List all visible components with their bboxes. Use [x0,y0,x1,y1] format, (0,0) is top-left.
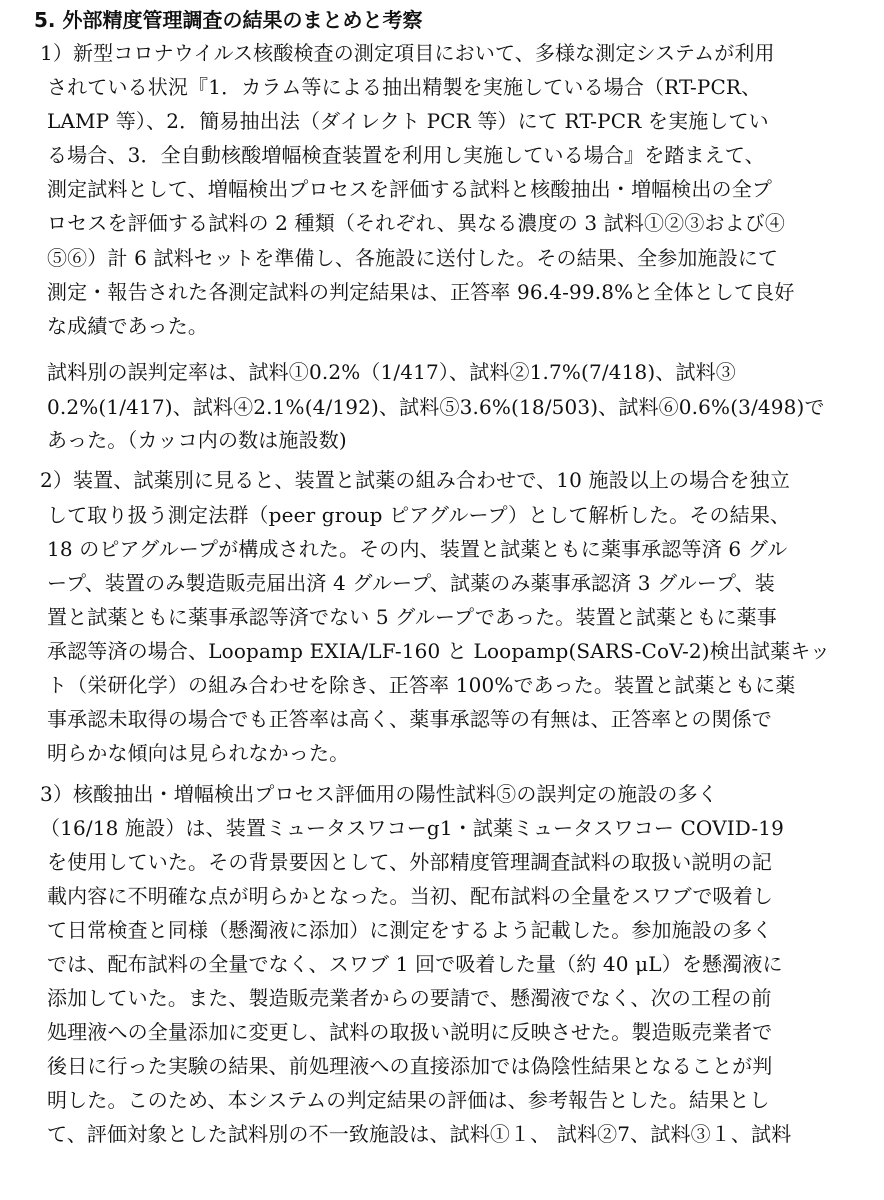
paragraph-line: 事承認未取得の場合でも正答率は高く、薬事承認等の有無は、正答率との関係で [47,707,772,731]
paragraph-line: 3）核酸抽出・増幅検出プロセス評価用の陽性試料⑤の誤判定の施設の多く [40,782,718,806]
paragraph-line: LAMP 等）、2．簡易抽出法（ダイレクト PCR 等）にて RT-PCR を実施してい [47,109,769,133]
paragraph-line: ープ、装置のみ製造販売届出済 4 グループ、試薬のみ薬事承認済 3 グループ、装 [47,571,775,595]
paragraph-line: 後日に行った実験の結果、前処理液への直接添加では偽陰性結果となることが判 [47,1054,773,1078]
paragraph-line: ロセスを評価する試料の 2 種類（それぞれ、異なる濃度の 3 試料①②③および④ [47,211,786,235]
paragraph-line: では、配布試料の全量でなく、スワブ 1 回で吸着した量（約 40 μL）を懸濁液に [47,952,783,976]
paragraph-line: ⑤⑥）計 6 試料セットを準備し、各施設に送付した。その結果、全参加施設にて [47,246,779,270]
paragraph-line: て、評価対象とした試料別の不一致施設は、試料①１、 試料②7、試料③１、試料 [47,1122,792,1146]
paragraph-line: ト（栄研化学）の組み合わせを除き、正答率 100%であった。装置と試薬ともに薬 [47,673,796,697]
paragraph-line: あった。（カッコ内の数は施設数) [47,428,347,452]
paragraph-line: て日常検査と同様（懸濁液に添加）に測定をするよう記載した。参加施設の多く [47,918,773,942]
paragraph-line: 0.2%(1/417)、試料④2.1%(4/192)、試料⑤3.6%(18/503)、試料⑥0.6%(3/498)で [47,395,825,419]
paragraph-line: 処理液への全量添加に変更し、試料の取扱い説明に反映させた。製造販売業者で [47,1020,773,1044]
paragraph-line: （16/18 施設）は、装置ミュータスワコーg1・試薬ミュータスワコー COVID-19 [40,816,784,840]
paragraph-line: を使用していた。その背景要因として、外部精度管理調査試料の取扱い説明の記 [47,850,772,874]
paragraph-line: 置と試薬ともに薬事承認等済でない 5 グループであった。装置と試薬ともに薬事 [47,605,777,629]
paragraph-line: されている状況『1．カラム等による抽出精製を実施している場合（RT-PCR、 [47,75,762,99]
paragraph-line: 1）新型コロナウイルス核酸検査の測定項目において、多様な測定システムが利用 [40,41,775,65]
section-heading: 5. 外部精度管理調査の結果のまとめと考察 [34,8,423,32]
paragraph-line: 承認等済の場合、Loopamp EXIA/LF-160 と Loopamp(SARS-CoV-2)検出試薬キッ [47,639,831,663]
paragraph-line: な成績であった。 [47,314,208,338]
paragraph-line: して取り扱う測定法群（peer group ピアグループ）として解析した。その結果、 [47,503,791,527]
paragraph-line: 明らかな傾向は見られなかった。 [47,741,350,765]
paragraph-line: 載内容に不明確な点が明らかとなった。当初、配布試料の全量をスワブで吸着し [47,884,773,908]
paragraph-line: 添加していた。また、製造販売業者からの要請で、懸濁液でなく、次の工程の前 [47,986,772,1010]
paragraph-line: 2）装置、試薬別に見ると、装置と試薬の組み合わせで、10 施設以上の場合を独立 [40,468,790,492]
paragraph-line: 測定試料として、増幅検出プロセスを評価する試料と核酸抽出・増幅検出の全プ [47,177,772,201]
paragraph-line: 試料別の誤判定率は、試料①0.2%（1/417）、試料②1.7%(7/418)、試料③ [47,360,736,384]
paragraph-line: る場合、3．全自動核酸増幅検査装置を利用し実施している場合』を踏まえて、 [47,143,765,167]
paragraph-line: 明した。このため、本システムの判定結果の評価は、参考報告とした。結果とし [47,1088,770,1112]
paragraph-line: 測定・報告された各測定試料の判定結果は、正答率 96.4-99.8%と全体として良好 [47,280,795,304]
paragraph-line: 18 のピアグループが構成された。その内、装置と試薬ともに薬事承認等済 6 グル [47,537,788,561]
